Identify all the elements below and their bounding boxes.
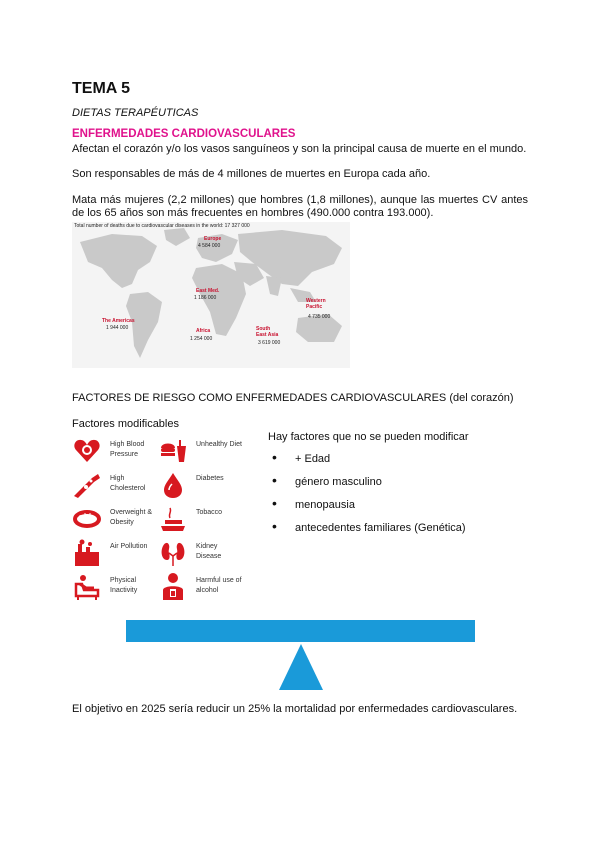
list-item-text: antecedentes familiares (Genética) [295, 522, 466, 534]
map-region-name: East Med. [196, 288, 220, 294]
factor-item [72, 434, 158, 468]
map-region-value: 1 254 000 [190, 336, 213, 342]
modifiable-factors-grid [72, 434, 244, 606]
map-region-name: The Americas [102, 318, 135, 324]
balance-beam [126, 620, 475, 642]
factor-label: Physical Inactivity [110, 577, 138, 594]
map-caption: Total number of deaths due to cardiovascular diseases in the world: 17 327 000 [74, 223, 250, 229]
factor-label: Unhealthy Diet [196, 441, 242, 448]
risk-factors-heading: FACTORES DE RIESGO COMO ENFERMEDADES CARDIOVASCULARES (del corazón) [72, 392, 514, 404]
map-region-name: Western Pacific [306, 298, 326, 310]
map-region-value: 1 944 000 [106, 325, 129, 331]
factor-item [158, 434, 244, 468]
map-region-value: 4 584 000 [198, 243, 221, 249]
page-title: TEMA 5 [72, 80, 131, 97]
bullet-icon: • [272, 495, 277, 511]
modifiable-factors-heading: Factores modificables [72, 418, 179, 430]
factor-item [72, 570, 158, 604]
bullet-icon: • [272, 449, 277, 465]
factor-label: High Blood Pressure [110, 441, 145, 458]
factor-item [72, 468, 158, 502]
map-region-name: Europe [204, 236, 222, 242]
world-map-figure [72, 222, 350, 368]
bullet-icon: • [272, 472, 277, 488]
factor-label: High Cholesterol [110, 475, 146, 492]
map-region-name: South East Asia [256, 326, 279, 338]
map-region-value: 1 186 000 [194, 295, 217, 301]
list-item-text: género masculino [295, 476, 382, 488]
factor-item [158, 502, 244, 536]
map-region-name: Africa [196, 328, 211, 334]
factory-icon [72, 538, 102, 568]
factor-item [158, 570, 244, 604]
map-region-value: 3 619 000 [258, 340, 281, 346]
page-subtitle: DIETAS TERAPÉUTICAS [72, 107, 199, 119]
factor-item [72, 536, 158, 570]
paragraph-gender: Mata más mujeres (2,2 millones) que hombres (1,8 millones), aunque las muertes CV antes de los 65 años son más frecuentes en hombres (490.000 contra 193.000). [72, 194, 528, 219]
armchair-icon [72, 572, 102, 602]
paragraph-definition: Afectan el corazón y/o los vasos sanguíneos y son la principal causa de muerte en el mundo. [72, 143, 527, 155]
section-title: ENFERMEDADES CARDIOVASCULARES [72, 128, 296, 140]
factor-label: Kidney Disease [196, 543, 222, 560]
factor-label: Air Pollution [110, 543, 148, 550]
artery-icon [72, 470, 102, 500]
factor-label: Diabetes [196, 475, 224, 482]
factor-label: Harmful use of alcohol [196, 577, 242, 594]
bullet-icon: • [272, 518, 277, 534]
cigarette-icon [158, 504, 188, 534]
fast-food-icon [158, 436, 188, 466]
drinking-person-icon [158, 572, 188, 602]
non-modifiable-heading: Hay factores que no se pueden modificar [268, 431, 469, 443]
factor-item [72, 502, 158, 536]
blood-drop-icon [158, 470, 188, 500]
goal-statement: El objetivo en 2025 sería reducir un 25% la mortalidad por enfermedades cardiovasculares. [72, 703, 518, 715]
factor-item [158, 536, 244, 570]
balance-fulcrum-icon [279, 644, 323, 690]
kidney-icon [158, 538, 188, 568]
factor-label: Tobacco [196, 509, 223, 516]
list-item-text: menopausia [295, 499, 355, 511]
factor-item [158, 468, 244, 502]
map-region-value: 4 735 000 [308, 314, 331, 320]
heart-pressure-icon [72, 436, 102, 466]
measuring-tape-icon [72, 504, 102, 534]
factor-label: Overweight & Obesity [110, 509, 153, 526]
list-item-text: + Edad [295, 453, 331, 465]
paragraph-europe: Son responsables de más de 4 millones de muertes en Europa cada año. [72, 168, 431, 180]
